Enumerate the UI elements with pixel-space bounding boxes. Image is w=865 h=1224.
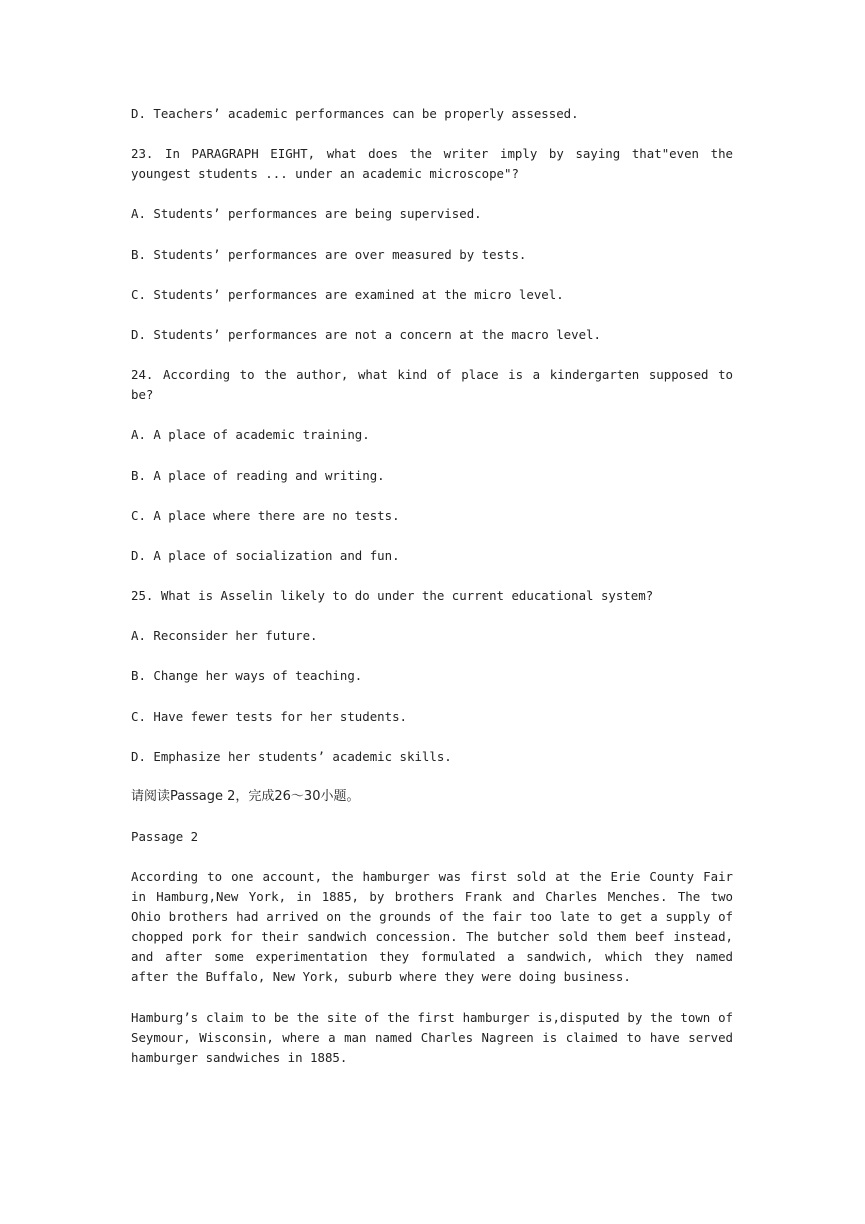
passage-title: Passage 2 (131, 829, 199, 845)
q23-stem: 23. In PARAGRAPH EIGHT, what does the writer imply by saying that"even the youngest students ... under an academic microscope"? (131, 146, 733, 182)
q22-option-d: D. Teachers’ academic performances can be properly assessed. (131, 106, 579, 121)
q24-stem: 24. According to the author, what kind of place is a kindergarten supposed to be? (131, 367, 733, 403)
q24-option-b: B. A place of reading and writing. (131, 467, 385, 483)
q23-option-c: C. Students’ performances are examined at the micro level. (131, 286, 564, 302)
document-page (131, 104, 733, 1088)
passage-paragraph-2: Hamburg’s claim to be the site of the first hamburger is,disputed by the town of Seymour, Wisconsin, where a man named Charles Nagreen is claimed to have served hamburger sandwiches in 1885. (131, 1009, 733, 1065)
q25-option-b: B. Change her ways of teaching. (131, 668, 363, 684)
passage-paragraph-1: According to one account, the hamburger was first sold at the Erie County Fair in Hamburg,New York, in 1885, by brothers Frank and Charles Menches. The two Ohio brothers had arrived on the grounds of the fair too late to get a supply of chopped pork for their sandwich concession. The butcher sold them beef instead, and after some experimentation they formulated a sandwich, which they named after the Buffalo, New York, suburb where they were doing business. (131, 869, 733, 985)
q24-option-c: C. A place where there are no tests. (131, 507, 400, 523)
q25-option-a: A. Reconsider her future. (131, 628, 318, 644)
q23-option-b: B. Students’ performances are over measured by tests. (131, 246, 527, 262)
passage-instruction: 请阅读Passage 2，完成26～30小题。 (131, 789, 360, 804)
q25-option-c: C. Have fewer tests for her students. (131, 708, 408, 724)
q25-stem: 25. What is Asselin likely to do under the current educational system? (131, 588, 654, 604)
q24-option-d: D. A place of socialization and fun. (131, 547, 400, 563)
q25-option-d: D. Emphasize her students’ academic skills. (131, 748, 452, 764)
q24-option-a: A. A place of academic training. (131, 427, 370, 443)
q23-option-d: D. Students’ performances are not a concern at the macro level. (131, 326, 601, 342)
q23-option-a: A. Students’ performances are being supervised. (131, 206, 482, 222)
